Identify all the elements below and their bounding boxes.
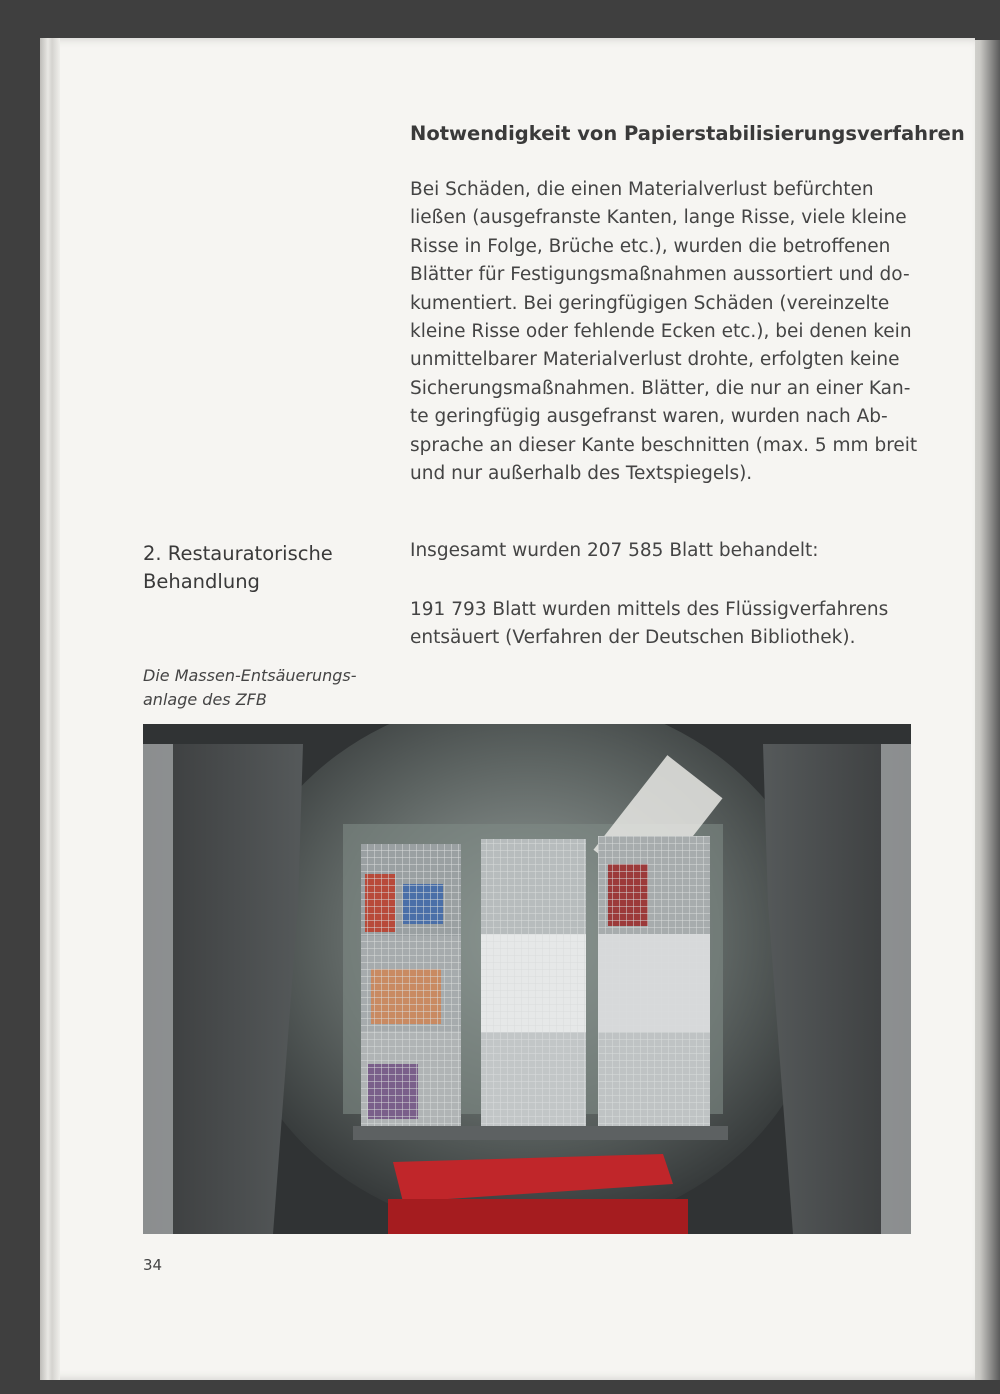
- section-heading: Notwendigkeit von Papierstabilisierungsverfahren: [410, 122, 965, 145]
- paragraph-line: ließen (ausgefranste Kanten, lange Risse, viele kleine: [410, 207, 907, 229]
- paragraph-line: und nur außerhalb des Textspiegels).: [410, 463, 753, 485]
- loading-pallet: [353, 1126, 728, 1140]
- section-title: [143, 540, 333, 596]
- deacidification-text: [410, 596, 910, 652]
- section-title-line: 2. Restauratorische: [143, 542, 333, 565]
- section-title-line: Behandlung: [143, 570, 260, 593]
- mesh-baskets: [361, 836, 710, 1127]
- paragraph-line: Bei Schäden, die einen Materialverlust befürchten: [410, 179, 874, 200]
- paragraph-line: Sicherungsmaßnahmen. Blätter, die nur an einer Kan-: [410, 377, 911, 399]
- paragraph-line: sprache an dieser Kante beschnitten (max. 5 mm breit: [410, 434, 918, 456]
- caption-line: anlage des ZFB: [143, 690, 267, 709]
- paragraph-line: Risse in Folge, Brüche etc.), wurden die betroffenen: [410, 235, 891, 257]
- paragraph-line: unmittelbarer Materialverlust drohte, erfolgten keine: [410, 349, 900, 371]
- deacidification-line: 191 793 Blatt wurden mittels des Flüssigverfahrens: [410, 599, 889, 620]
- paragraph-line: Blätter für Festigungsmaßnahmen aussortiert und do-: [410, 264, 910, 286]
- deacidification-plant-photo: [143, 724, 911, 1234]
- deacidification-line: entsäuert (Verfahren der Deutschen Bibliothek).: [410, 627, 856, 648]
- photo-illustration: [143, 724, 911, 1234]
- photo-caption: [143, 664, 357, 712]
- caption-line: Die Massen-Entsäuerungs-: [143, 666, 357, 685]
- total-sheets-text: Insgesamt wurden 207 585 Blatt behandelt:: [410, 540, 819, 561]
- body-paragraph: [410, 176, 925, 488]
- page-gutter: [40, 38, 60, 1380]
- page-number: 34: [143, 1256, 163, 1274]
- paragraph-line: te geringfügig ausgefranst waren, wurden nach Ab-: [410, 406, 888, 428]
- paragraph-line: kleine Risse oder fehlende Ecken etc.), bei denen kein: [410, 321, 912, 343]
- paragraph-line: kumentiert. Bei geringfügigen Schäden (vereinzelte: [410, 292, 890, 314]
